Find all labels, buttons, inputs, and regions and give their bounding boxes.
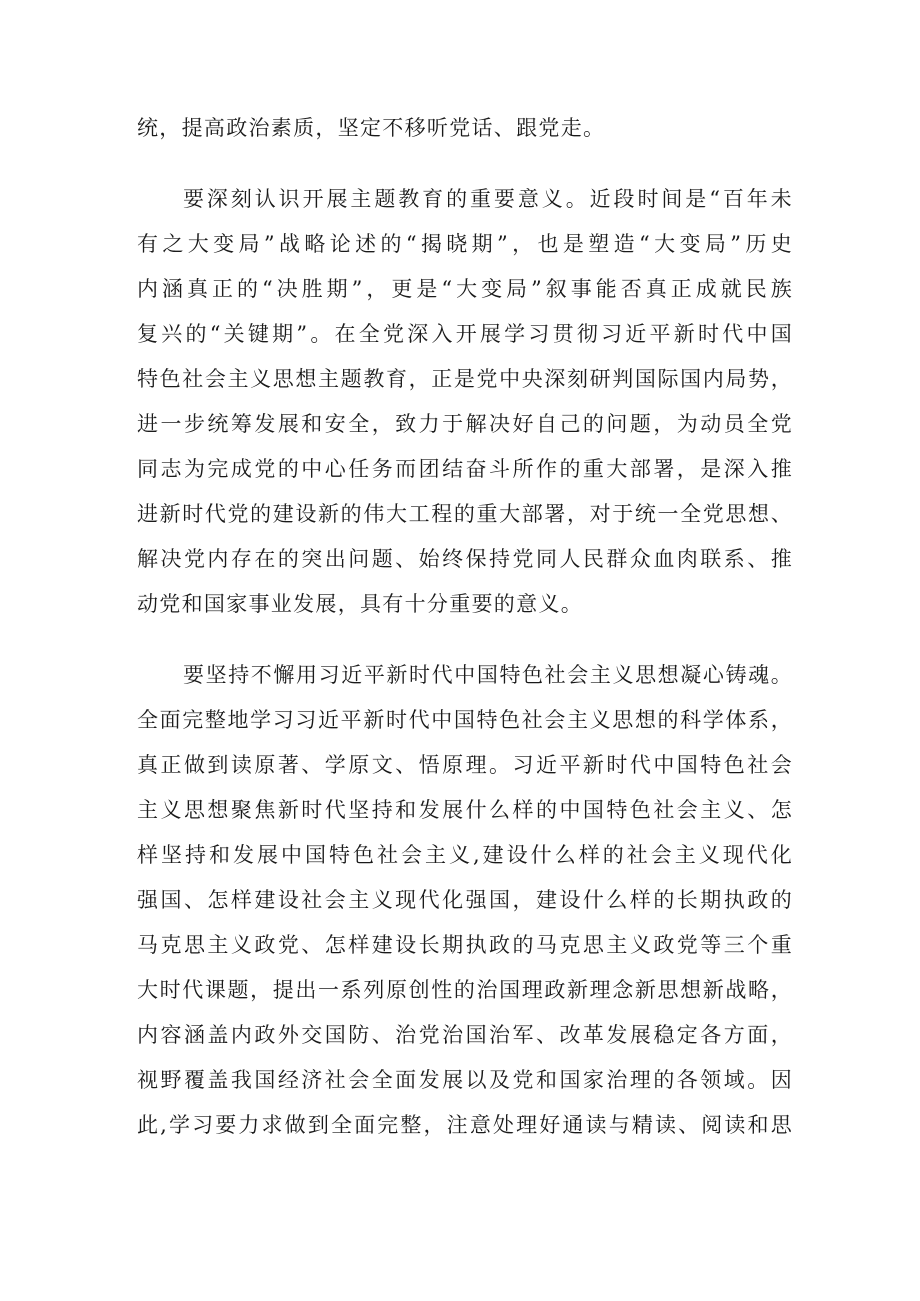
- text-line: 进新时代党的建设新的伟大工程的重大部署，对于统一全党思想、: [137, 502, 793, 526]
- text-line: 特色社会主义思想主题教育，正是党中央深刻研判国际国内局势，: [137, 367, 793, 391]
- paragraph-1: [137, 106, 797, 151]
- text-line: 复兴的“关键期”。在全党深入开展学习贯彻习近平新时代中国: [137, 322, 793, 346]
- text-line: 样坚持和发展中国特色社会主义,建设什么样的社会主义现代化: [137, 843, 793, 867]
- text-line: 动党和国家事业发展，具有十分重要的意义。: [137, 592, 583, 616]
- text-line: 大时代课题，提出一系列原创性的治国理政新理念新思想新战略，: [137, 978, 793, 1002]
- text-line: 解决党内存在的突出问题、始终保持党同人民群众血肉联系、推: [137, 547, 793, 571]
- text-line: 有之大变局”战略论述的“揭晓期”，也是塑造“大变局”历史: [137, 232, 793, 256]
- text-line: 主义思想聚焦新时代坚持和发展什么样的中国特色社会主义、怎: [137, 798, 793, 822]
- text-line: 要深刻认识开展主题教育的重要意义。近段时间是“百年未: [183, 187, 793, 211]
- document-page: [137, 106, 797, 1148]
- text-line: 视野覆盖我国经济社会全面发展以及党和国家治理的各领域。因: [137, 1068, 793, 1092]
- text-line: 内容涵盖内政外交国防、治党治国治军、改革发展稳定各方面，: [137, 1023, 793, 1047]
- text-line: 强国、怎样建设社会主义现代化强国，建设什么样的长期执政的: [137, 888, 793, 912]
- text-line: 马克思主义政党、怎样建设长期执政的马克思主义政党等三个重: [137, 933, 793, 957]
- text-line: 同志为完成党的中心任务而团结奋斗所作的重大部署，是深入推: [137, 457, 793, 481]
- paragraph-3: [137, 653, 797, 1148]
- text-line: 进一步统筹发展和安全，致力于解决好自己的问题，为动员全党: [137, 412, 793, 436]
- paragraph-2: [137, 177, 797, 627]
- text-line: 内涵真正的“决胜期”，更是“大变局”叙事能否真正成就民族: [137, 277, 793, 301]
- text-line: 全面完整地学习习近平新时代中国特色社会主义思想的科学体系，: [137, 708, 793, 732]
- text-line: 此,学习要力求做到全面完整，注意处理好通读与精读、阅读和思: [137, 1113, 793, 1137]
- text-line: 真正做到读原著、学原文、悟原理。习近平新时代中国特色社会: [137, 753, 793, 777]
- text-line: 要坚持不懈用习近平新时代中国特色社会主义思想凝心铸魂。: [183, 663, 793, 687]
- text-line: 统，提高政治素质，坚定不移听党话、跟党走。: [137, 116, 606, 140]
